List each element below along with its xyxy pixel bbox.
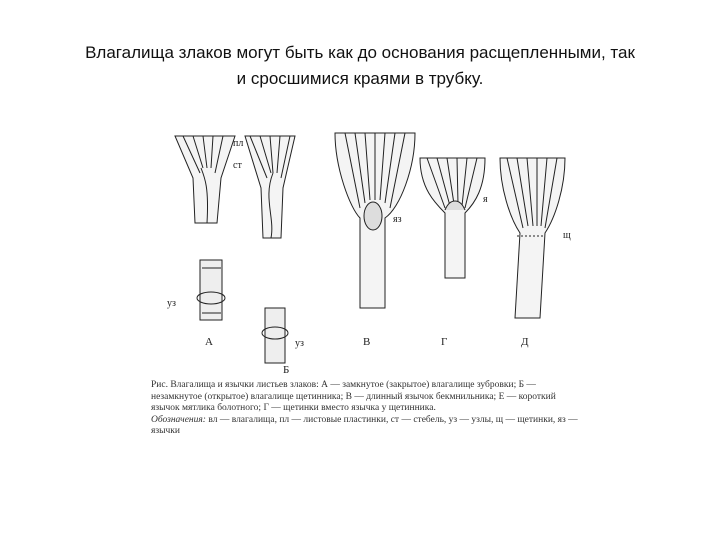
label-yaz: яз — [393, 214, 402, 225]
panel-d-drawing — [420, 158, 485, 278]
panel-label-a: А — [205, 336, 213, 348]
botanical-figure — [145, 128, 585, 458]
label-ya: я — [483, 194, 488, 205]
label-pl: пл — [233, 138, 244, 149]
panel-a-drawing — [175, 136, 235, 320]
label-st: ст — [233, 160, 242, 171]
slide-title — [40, 40, 680, 92]
panel-label-c: В — [363, 336, 371, 348]
panel-c-drawing — [335, 133, 415, 308]
title-line-1: Влагалища злаков могут быть как до основания расщепленными, так — [85, 43, 635, 62]
panel-label-e: Д — [521, 336, 529, 348]
label-uz-b: уз — [295, 338, 304, 349]
panel-label-d: Г — [441, 336, 448, 348]
caption-legend-lead: Обозначения: — [151, 414, 206, 425]
label-uz: уз — [167, 298, 176, 309]
caption-lead: Рис. — [151, 380, 168, 390]
figure-caption — [151, 380, 583, 438]
caption-legend-text: вл — влагалища, пл — листовые пластинки, ст — стебель, уз — узлы, щ — щетинки, яз — язычки — [151, 414, 578, 436]
panel-label-b: Б — [283, 364, 290, 376]
label-shch: щ — [563, 230, 571, 241]
panel-b-drawing — [245, 136, 295, 363]
title-line-2: и сросшимися краями в трубку. — [236, 69, 484, 88]
panel-e-drawing — [500, 158, 565, 318]
caption-text: Влагалища и язычки листьев злаков: А — замкнутое (закрытое) влагалище зубровки; Б — незамкнутое (открытое) влагалище щетинника; В — длинный язычок бекмнильника; Е — короткий язычок мятлика болотного; Г — щетинки вместо язычка у щетинника. — [151, 380, 556, 413]
